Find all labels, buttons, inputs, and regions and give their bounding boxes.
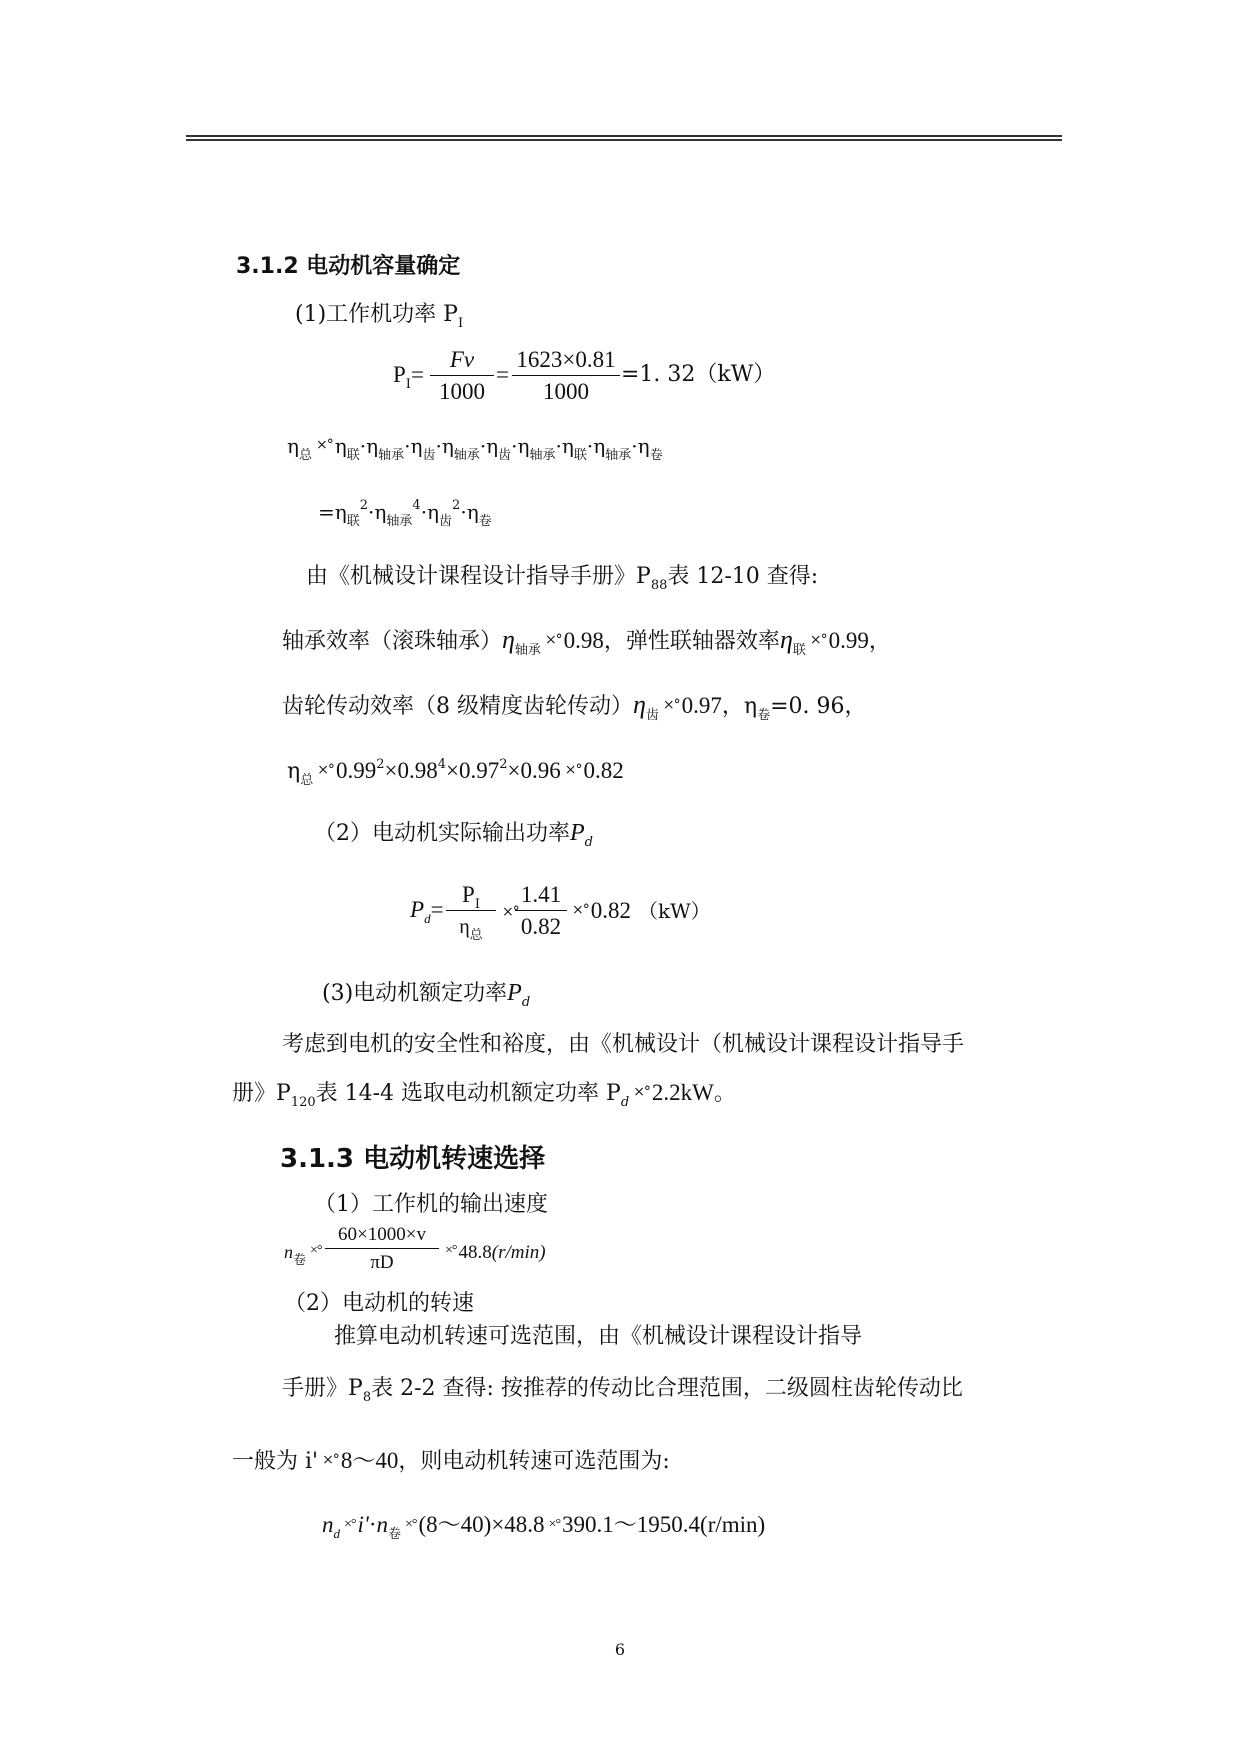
eq2-fraction-1: $P_Ⅰ$ $\eta_总$ [446, 880, 496, 943]
header-rule-bottom [186, 139, 1062, 141]
section-heading-3-1-2: 3.1.2 电动机容量确定 [236, 254, 461, 279]
eq1-fraction-1: $\frac{Fv}{1000}$ [430, 345, 494, 408]
efficiency-gear-drum: 齿轮传动效率（8 级精度齿轮传动）$\eta_齿\times^\circ 0.97$，$\eta_卷=0$. 96， [282, 690, 867, 723]
eq1-equals: = [496, 362, 509, 387]
reference-line: 由《机械设计课程设计指导手册》$P_{88}$表 12-10 查得: [306, 564, 819, 593]
paragraph-line-1: 考虑到电机的安全性和裕度，由《机械设计（机械设计课程设计指导手 [282, 1032, 965, 1057]
eq2-glyph-1: ×° [502, 904, 519, 920]
eq3-result: ×° 48.8(r/min) [445, 1242, 546, 1263]
eq2-lhs: $P_d=$ [410, 897, 444, 926]
eq2-fraction-2: $\frac{1.41}{0.82}$ [515, 880, 567, 943]
eq1-lhs: $P_Ⅰ=$ [393, 362, 424, 391]
item-313-2-heading: （2）电动机的转速 [284, 1291, 474, 1316]
eq1-fraction-2: $\frac{1623\times 0.81}{1000}$ [512, 345, 620, 408]
eta-total-simplified: $=\eta_联^2\cdot\eta_{轴承}^4\cdot\eta_齿^2\cdot\eta_卷$ [318, 498, 492, 529]
item-3-heading: (3)电动机额定功率$P_d$ [322, 980, 531, 1010]
eq3-lhs: $n_卷^{\times^\circ}$ [284, 1242, 322, 1267]
eta-total-expression: $\eta_总^{\times^\circ}$ $\eta_联\cdot\eta_{轴承}\cdot\eta_齿\cdot\eta_{轴承}\cdot\eta_齿\cdot\eta_{轴承}\cdot\eta_联\cdot\eta_{轴承}\cdot\eta_卷$ [287, 434, 663, 463]
eq3-fraction: $\frac{60\times 1000\times v}{\pi D}$ [325, 1222, 439, 1277]
eq2-result: ×°0.82 （kW） [572, 898, 711, 923]
header-rule-top [186, 135, 1062, 137]
eta-total-numeric: $\eta_总\times^\circ 0.99^2\times 0.98^4\times 0.97^2\times 0.96 \times^\circ 0.82$ [287, 757, 624, 788]
paragraph-line-3: 推算电动机转速可选范围，由《机械设计课程设计指导 [334, 1324, 863, 1349]
item-313-1-heading: （1）工作机的输出速度 [314, 1192, 548, 1217]
paragraph-line-5: 一般为 i' ×°8～40，则电动机转速可选范围为: [232, 1448, 670, 1474]
paragraph-line-2: 册》$P_{120}$表 14-4 选取电动机额定功率 $P_d\times^\circ 2.2kW$。 [232, 1080, 736, 1110]
item-2-heading: （2）电动机实际输出功率$P_d$ [314, 820, 593, 850]
item-1-heading: (1)工作机功率 $P_Ⅰ$ [295, 302, 464, 331]
eq1-result: =1. 32（kW） [621, 362, 776, 387]
page-number: 6 [614, 1640, 626, 1659]
section-heading-3-1-3: 3.1.3 电动机转速选择 [280, 1144, 546, 1174]
eq4-expression: $n_d\times^\circ i'\cdot n_卷\times^\circ(8\sim 40)\times 48.8$ ×°390.1～1950.4(r/min) [322, 1512, 766, 1541]
efficiency-bearing-coupling: 轴承效率（滚珠轴承）$\eta_{轴承}\times^\circ 0.98$，弹性联轴器效率$\eta_联\times^\circ 0.99$， [282, 625, 891, 658]
paragraph-line-4: 手册》$P_8$表 2-2 查得: 按推荐的传动比合理范围，二级圆柱齿轮传动比 [282, 1376, 963, 1405]
